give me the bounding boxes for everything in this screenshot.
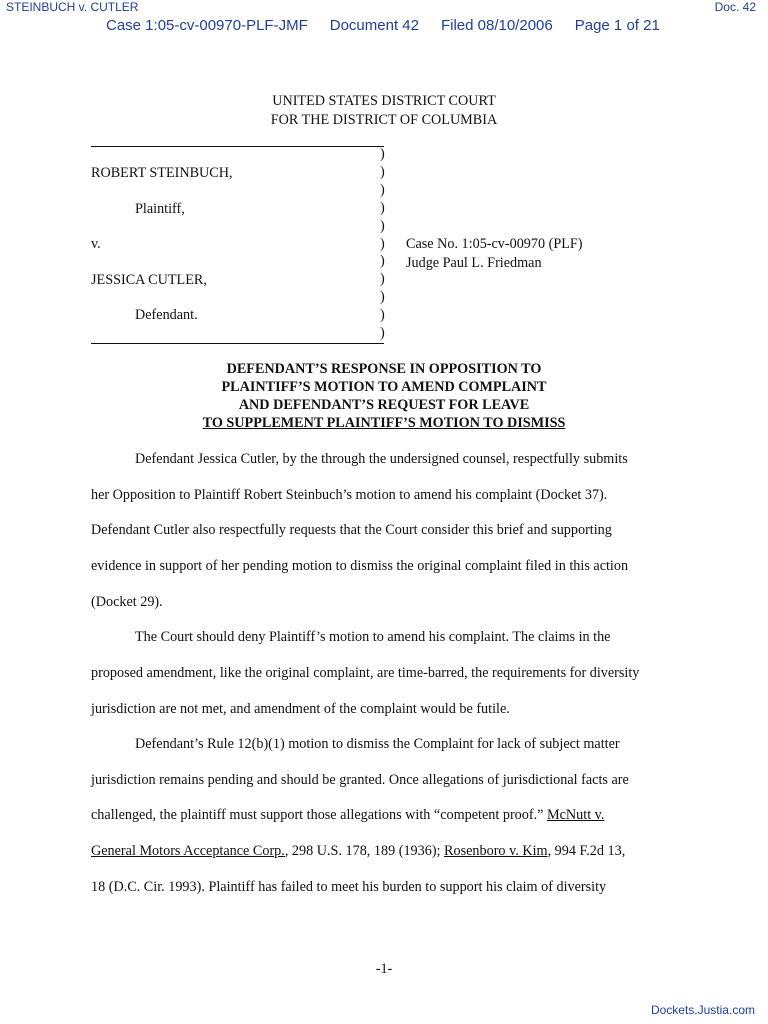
stamp-filed: Filed 08/10/2006 (440, 17, 553, 34)
body-text: challenged, the plaintiff must support those allegations with “competent proof.” (91, 807, 547, 823)
body-line: 18 (D.C. Cir. 1993). Plaintiff has failed to meet his burden to support his claim of diversity (91, 879, 607, 895)
body-text: , 994 F.2d 13, (547, 843, 626, 859)
paren: ) (380, 271, 385, 288)
paren: ) (380, 325, 385, 342)
case-citation: General Motors Acceptance Corp. (91, 843, 285, 859)
header-doc-number[interactable]: Doc. 42 (714, 0, 756, 14)
body-line (91, 807, 604, 824)
filing-stamp (106, 17, 682, 34)
body-line: proposed amendment, like the original complaint, are time-barred, the requirements for diversity (91, 665, 640, 681)
paren: ) (380, 253, 385, 270)
caption-judge: Judge Paul L. Friedman (406, 255, 542, 271)
body-line: Defendant’s Rule 12(b)(1) motion to dismiss the Complaint for lack of subject matter (135, 736, 620, 752)
title-line-1: DEFENDANT’S RESPONSE IN OPPOSITION TO (226, 361, 542, 377)
stamp-document: Document 42 (329, 17, 419, 34)
caption-case-number: Case No. 1:05-cv-00970 (PLF) (406, 236, 583, 252)
paren: ) (380, 163, 385, 180)
paren: ) (380, 217, 385, 234)
body-line: her Opposition to Plaintiff Robert Steinbuch’s motion to amend his complaint (Docket 37). (91, 487, 608, 503)
body-line: jurisdiction remains pending and should be granted. Once allegations of jurisdictional facts are (91, 772, 629, 788)
caption-top-rule (91, 146, 384, 147)
body-line: (Docket 29). (91, 594, 163, 610)
case-citation: McNutt v. (547, 807, 605, 823)
body-line: jurisdiction are not met, and amendment of the complaint would be futile. (91, 701, 510, 717)
paren: ) (380, 235, 385, 252)
caption-defendant: JESSICA CUTLER, (91, 272, 207, 288)
caption-parens (380, 146, 390, 343)
stamp-page: Page 1 of 21 (574, 17, 660, 34)
paren: ) (380, 307, 385, 324)
caption-bottom-rule (91, 343, 384, 344)
footer-link[interactable]: Dockets.Justia.com (650, 1003, 755, 1017)
court-district: FOR THE DISTRICT OF COLUMBIA (270, 112, 498, 128)
stamp-case: Case 1:05-cv-00970-PLF-JMF (106, 17, 308, 34)
case-citation: Rosenboro v. Kim (444, 843, 548, 859)
body-line: Defendant Jessica Cutler, by the through the undersigned counsel, respectfully submits (135, 451, 628, 467)
caption-plaintiff-role: Plaintiff, (135, 201, 185, 217)
paren: ) (380, 146, 385, 162)
caption-versus: v. (91, 236, 101, 252)
caption-plaintiff: ROBERT STEINBUCH, (91, 165, 233, 181)
title-line-3: AND DEFENDANT’S REQUEST FOR LEAVE (238, 397, 530, 413)
body-line: evidence in support of her pending motion to dismiss the original complaint filed in this action (91, 558, 629, 574)
paren: ) (380, 199, 385, 216)
body-line: The Court should deny Plaintiff’s motion to amend his complaint. The claims in the (135, 629, 611, 645)
body-line (91, 843, 625, 860)
body-text: , 298 U.S. 178, 189 (1936); (284, 843, 445, 859)
header-case-name[interactable]: STEINBUCH v. CUTLER (6, 0, 139, 14)
title-line-2: PLAINTIFF’S MOTION TO AMEND COMPLAINT (221, 379, 547, 395)
paren: ) (380, 181, 385, 198)
paren: ) (380, 289, 385, 306)
caption-defendant-role: Defendant. (135, 307, 198, 323)
page-number: -1- (375, 961, 393, 977)
title-line-4: TO SUPPLEMENT PLAINTIFF’S MOTION TO DISMISS (202, 415, 566, 431)
court-name: UNITED STATES DISTRICT COURT (272, 93, 496, 109)
body-line: Defendant Cutler also respectfully requests that the Court consider this brief and supporting (91, 522, 612, 538)
